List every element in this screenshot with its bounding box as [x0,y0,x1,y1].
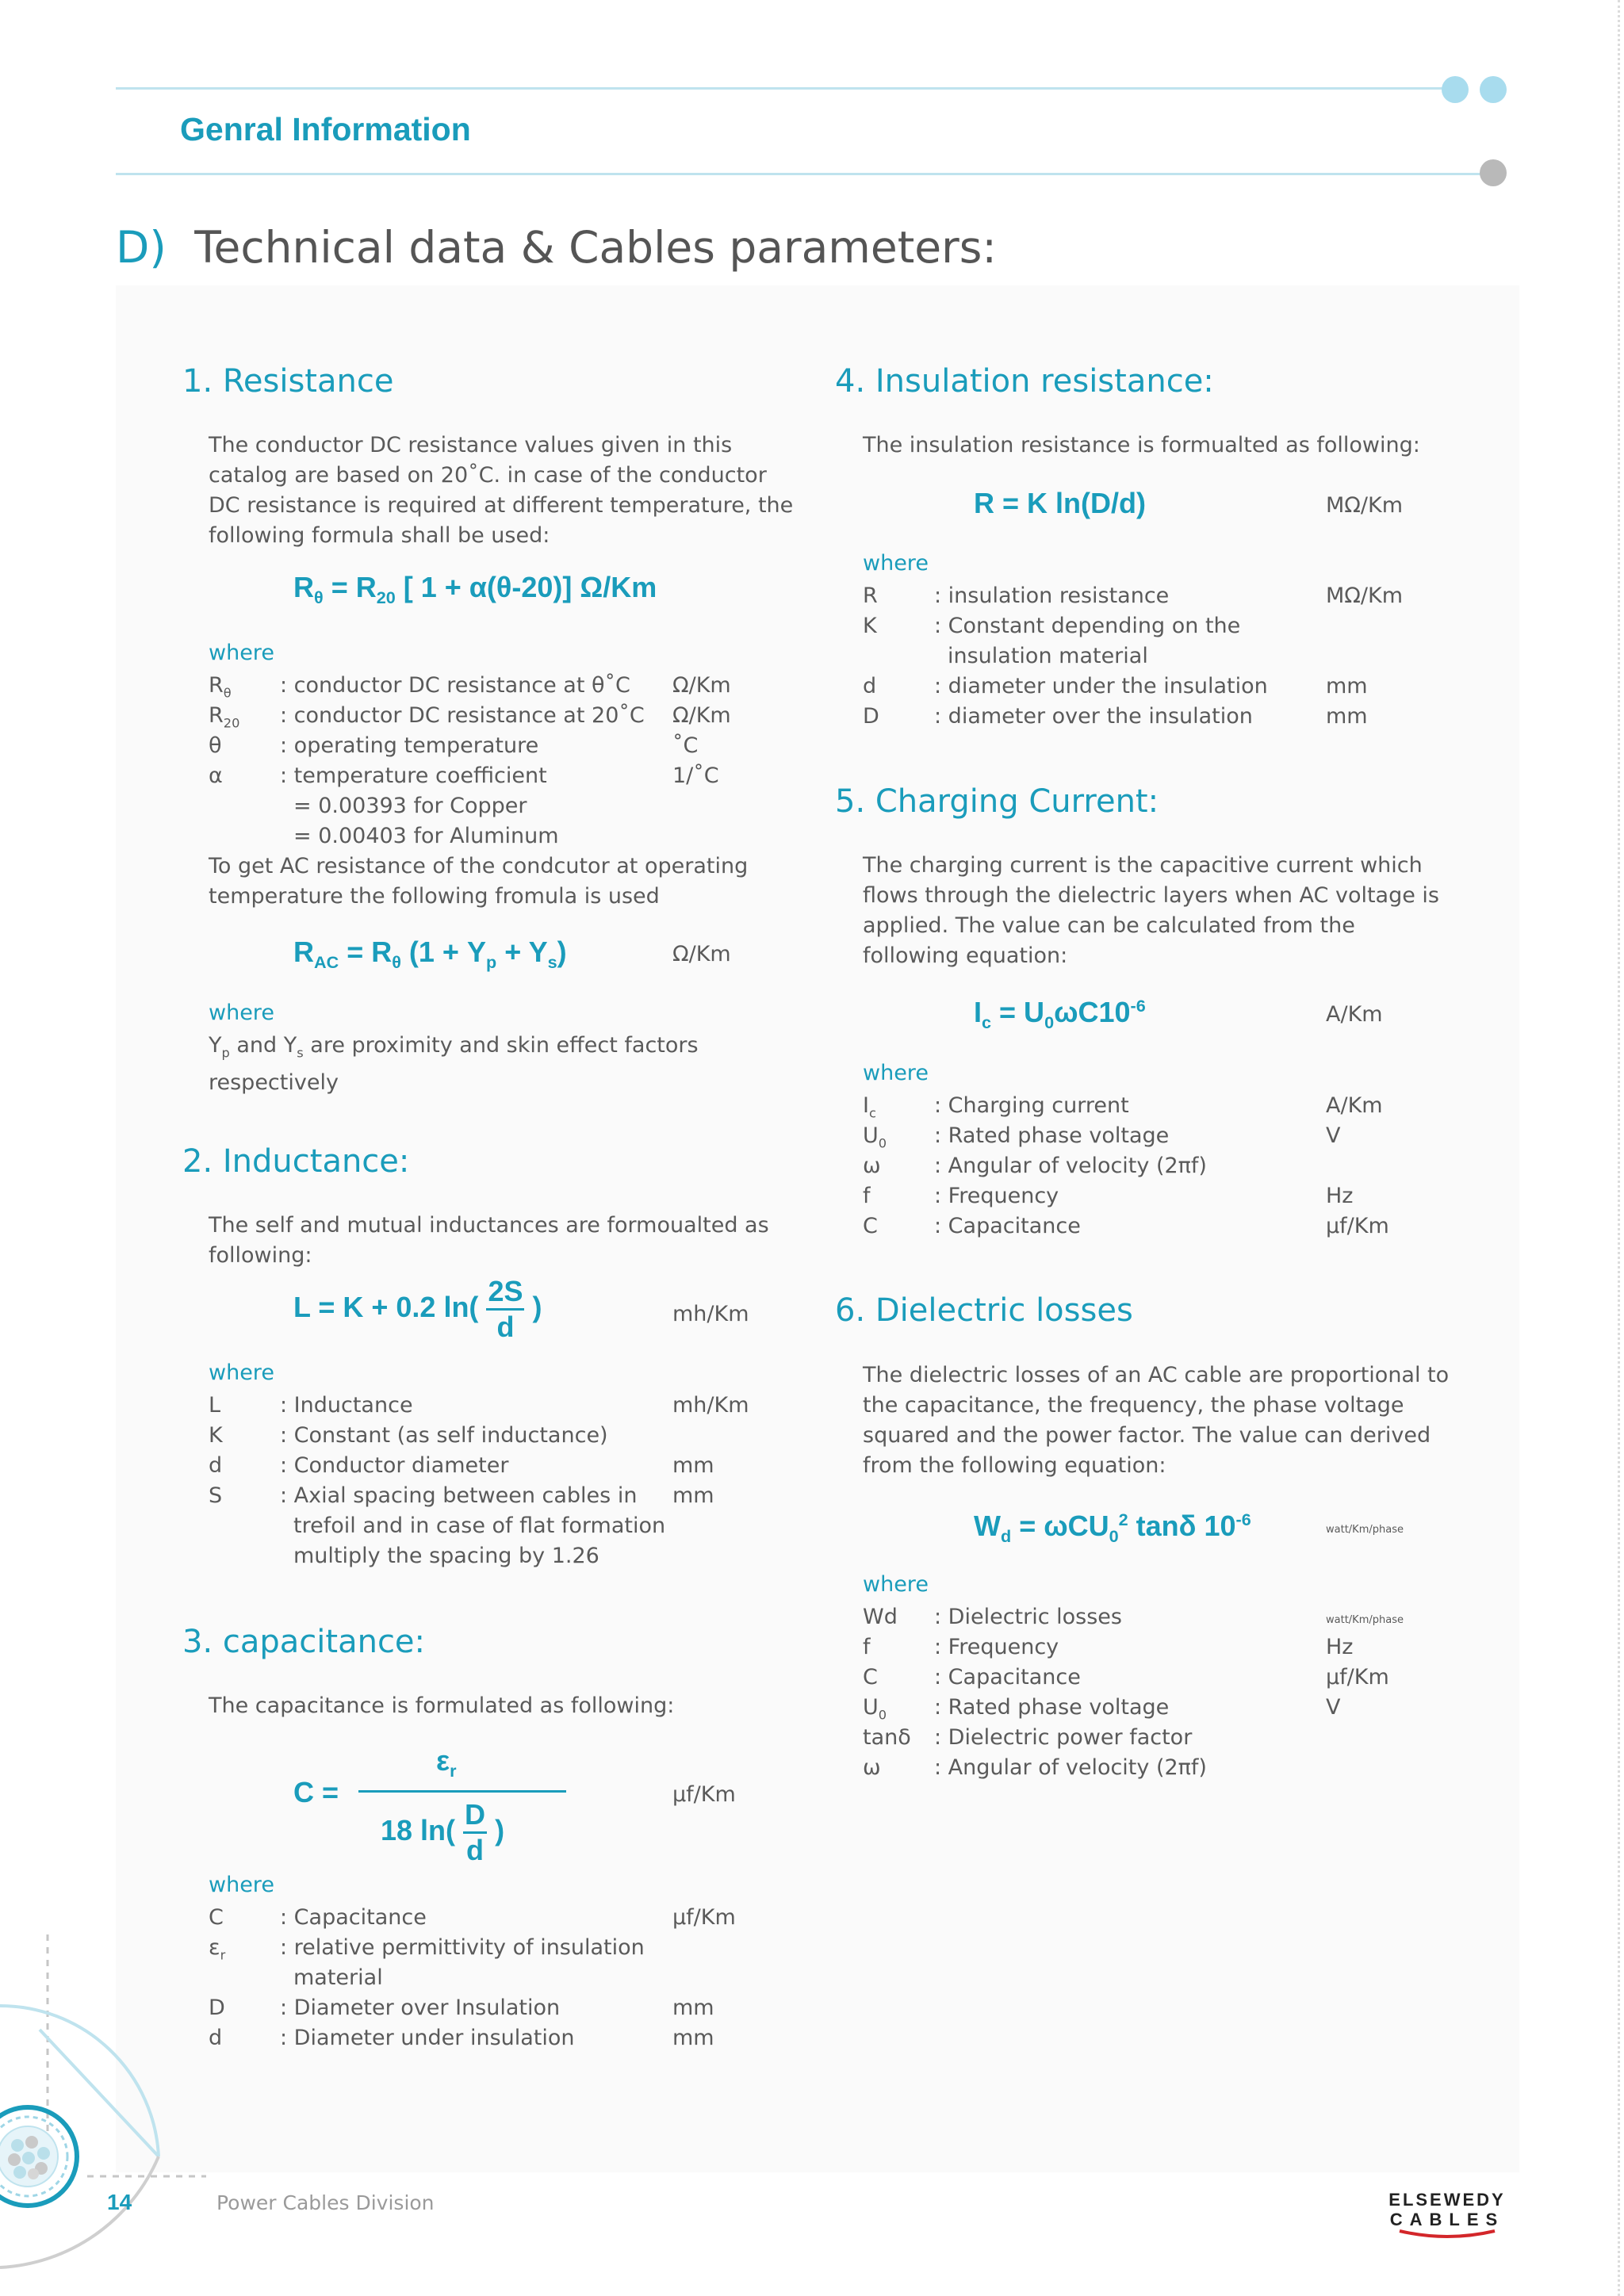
insulation-formula: R = K ln(D/d) [974,487,1146,519]
def-row: θ : operating temperature ˚C [209,733,699,758]
def-row: α : temperature coefficient 1/˚C [209,763,719,788]
def-row: D : diameter over the insulation mm [863,704,1368,729]
def-row: C : Capacitance µf/Km [863,1214,1389,1238]
def-row: $U_0$ : Rated phase voltage V [863,1123,1341,1151]
def-row: $U_0$ : Rated phase voltage V [863,1695,1341,1723]
header-title: Genral Information [180,111,471,147]
resistance-intro: The conductor DC resistance values given in this catalog are based on 20˚C. in case of the conductor DC resistance is required at different temperature, the following formula shall be used: [209,433,794,548]
def-row: insulation material [948,644,1148,668]
resistance-where: where [209,641,274,665]
def-row: $\varepsilon_r$ : relative permittivity of insulation [209,1935,645,1963]
resistance-formula: $R_\theta = R_{20}$ [ 1 + α(θ-20)] Ω/Km [293,571,657,608]
charging-title: 5. Charging Current: [835,783,1159,820]
inductance-title: 2. Inductance: [182,1143,410,1180]
insulation-where: where [863,551,929,576]
inductance-formula: L = K + 0.2 ln( $\frac{2S}{d}$ ) [293,1275,542,1343]
def-row: d : Diameter under insulation mm [209,2026,714,2050]
capacitance-unit: µf/Km [672,1782,736,1807]
def-row: = 0.00393 for Copper [293,794,527,818]
def-row: tanδ : Dielectric power factor [863,1725,1193,1750]
charging-where: where [863,1061,929,1085]
resistance-ac-formula: $R_{AC} = R_\theta$ $(1 + Y_p + Y_s)$ [293,936,567,973]
header-dot-1 [1442,76,1469,103]
dielectric-defs [863,1602,1418,1783]
cable-cross-section-icon [0,1919,206,2296]
def-row: K : Constant (as self inductance) [209,1423,608,1448]
capacitance-where: where [209,1873,274,1897]
charging-defs [863,1091,1418,1242]
header-dot-2 [1480,76,1507,103]
resistance-where-2: where [209,1001,274,1025]
header-top-line [116,87,1448,90]
def-row: L : Inductance mh/Km [209,1393,749,1418]
insulation-title: 4. Insulation resistance: [835,363,1214,400]
dielectric-where: where [863,1572,929,1597]
page-heading-text: Technical data & Cables parameters: [194,222,997,273]
charging-unit: A/Km [1326,1002,1383,1027]
capacitance-defs [209,1903,764,2053]
dielectric-intro: The dielectric losses of an AC cable are proportional to the capacitance, the frequency, the phase voltage squared and the power factor. The value can derived from the following equation: [863,1363,1450,1478]
page-number: 14 [107,2190,132,2214]
resistance-defs [209,671,764,851]
def-row: f : Frequency Hz [863,1635,1354,1659]
logo-line-1: ELSEWEDY [1388,2190,1506,2210]
def-row: C : Capacitance µf/Km [209,1905,736,1930]
capacitance-intro: The capacitance is formulated as following: [209,1693,675,1718]
inductance-unit: mh/Km [672,1302,749,1326]
insulation-intro: The insulation resistance is formualted as following: [863,433,1420,457]
inductance-defs [209,1391,764,1571]
resistance-note: $Y_p$ and $Y_s$ are proximity and skin effect factors respectively [209,1033,699,1096]
def-row: material [293,1965,383,1990]
resistance-ac-intro: To get AC resistance of the condcutor at operating temperature the following fromula is used [209,854,749,909]
def-row: trefoil and in case of flat formation [293,1513,666,1538]
page-heading-letter: D) [116,222,167,273]
def-row: = 0.00403 for Aluminum [293,824,559,848]
resistance-ac-unit: Ω/Km [672,942,731,966]
elsewedy-logo [1384,2190,1511,2241]
def-row: C : Capacitance µf/Km [863,1665,1389,1689]
dielectric-title: 6. Dielectric losses [835,1292,1133,1329]
resistance-title: 1. Resistance [182,363,394,400]
def-row: ω : Angular of velocity (2πf) [863,1154,1207,1178]
charging-formula: $I_c = U_0\omega C10^{-6}$ [974,996,1146,1033]
def-row: S : Axial spacing between cables in mm [209,1483,714,1508]
capacitance-formula: C = $\varepsilon_r$ 18 ln( $\frac{D}{d}$ ) [293,1744,579,1863]
def-row: $R_\theta$ : conductor DC resistance at θ˚C Ω/Km [209,673,731,701]
def-row: d : Conductor diameter mm [209,1453,714,1478]
def-row: d : diameter under the insulation mm [863,674,1368,698]
logo-swoosh-icon [1392,2229,1503,2241]
capacitance-fraction-bar [358,1790,566,1793]
header-dot-grey [1480,159,1507,186]
insulation-defs [863,581,1418,732]
def-row: f : Frequency Hz [863,1184,1354,1208]
page-heading [116,222,997,273]
def-row: $R_{20}$ : conductor DC resistance at 20˚C Ω/Km [209,703,731,731]
page-edge-dots [1618,0,1620,2296]
def-row: $I_c$ : Charging current A/Km [863,1093,1383,1121]
charging-intro: The charging current is the capacitive current which flows through the dielectric layers when AC voltage is applied. The value can be calculated from the following equation: [863,853,1439,968]
def-row: ω : Angular of velocity (2πf) [863,1755,1207,1780]
inductance-where: where [209,1360,274,1385]
logo-line-2: CABLES [1389,2210,1505,2229]
def-row: K : Constant depending on the [863,614,1241,638]
inductance-intro: The self and mutual inductances are formoualted as following: [209,1213,769,1268]
def-row: Wd : Dielectric losses watt/Km/phase [863,1605,1404,1629]
def-row: R : insulation resistance MΩ/Km [863,584,1404,608]
capacitance-title: 3. capacitance: [182,1624,426,1660]
insulation-unit: MΩ/Km [1326,493,1404,518]
header-bottom-line [116,173,1488,175]
dielectric-unit: watt/Km/phase [1326,1524,1404,1536]
def-row: D : Diameter over Insulation mm [209,1996,714,2020]
footer-division: Power Cables Division [216,2191,435,2214]
def-row: multiply the spacing by 1.26 [293,1544,599,1568]
dielectric-formula: $W_d = \omega CU_0^2$ tanδ $10^{-6}$ [974,1510,1251,1547]
